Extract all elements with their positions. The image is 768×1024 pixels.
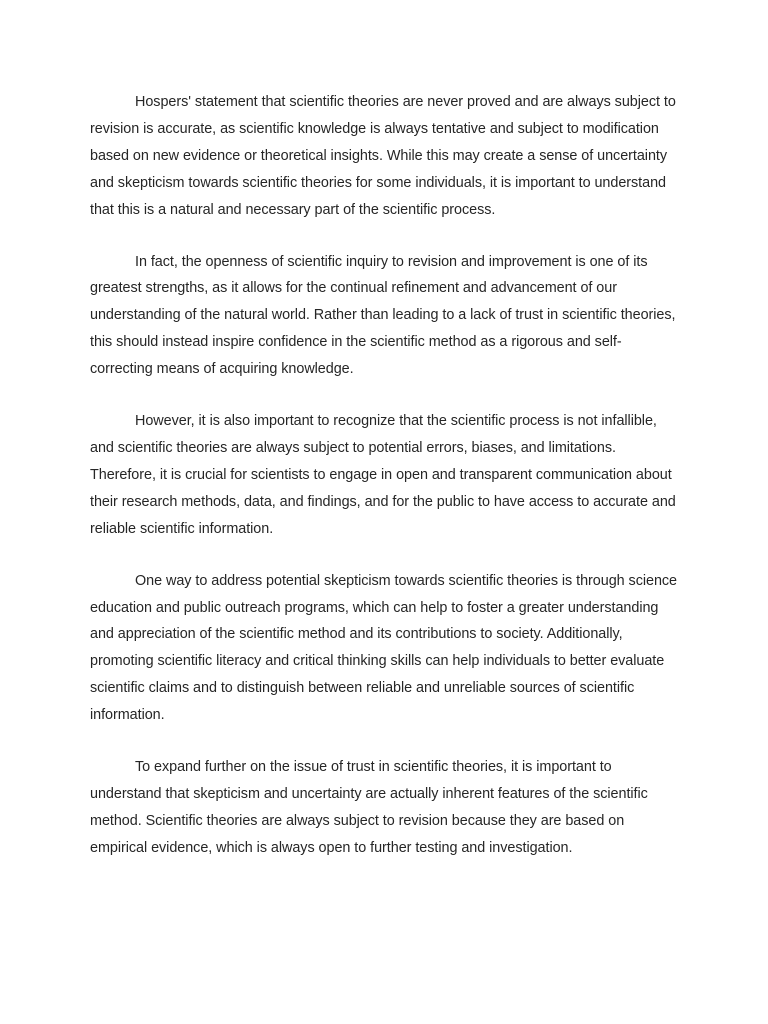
paragraph-3: However, it is also important to recognize that the scientific process is not infallible, and scientific theories are always subject to potential errors, biases, and limitations. Therefore, it is crucial for scientists to engage in open and transparent communication about their research methods, data, and findings, and for the public to have access to accurate and reliable scientific information. <box>90 413 676 537</box>
paragraph-1: Hospers' statement that scientific theories are never proved and are always subject to revision is accurate, as scientific knowledge is always tentative and subject to modification based on new evidence or theoretical insights. While this may create a sense of uncertainty and skepticism towards scientific theories for some individuals, it is important to understand that this is a natural and necessary part of the scientific process. <box>90 94 676 218</box>
document-body <box>90 89 682 887</box>
paragraph-5: To expand further on the issue of trust in scientific theories, it is important to understand that skepticism and uncertainty are actually inherent features of the scientific method. Scientific theories are always subject to revision because they are based on empirical evidence, which is always open to further testing and investigation. <box>90 759 648 856</box>
paragraph-4: One way to address potential skepticism towards scientific theories is through science education and public outreach programs, which can help to foster a greater understanding and appreciation of the scientific method and its contributions to society. Additionally, promoting scientific literacy and critical thinking skills can help individuals to better evaluate scientific claims and to distinguish between reliable and unreliable sources of scientific information. <box>90 572 678 724</box>
paragraph-2: In fact, the openness of scientific inquiry to revision and improvement is one of its greatest strengths, as it allows for the continual refinement and advancement of our understanding of the natural world. Rather than leading to a lack of trust in scientific theories, this should instead inspire confidence in the scientific method as a rigorous and self-correcting means of acquiring knowledge. <box>90 253 676 378</box>
